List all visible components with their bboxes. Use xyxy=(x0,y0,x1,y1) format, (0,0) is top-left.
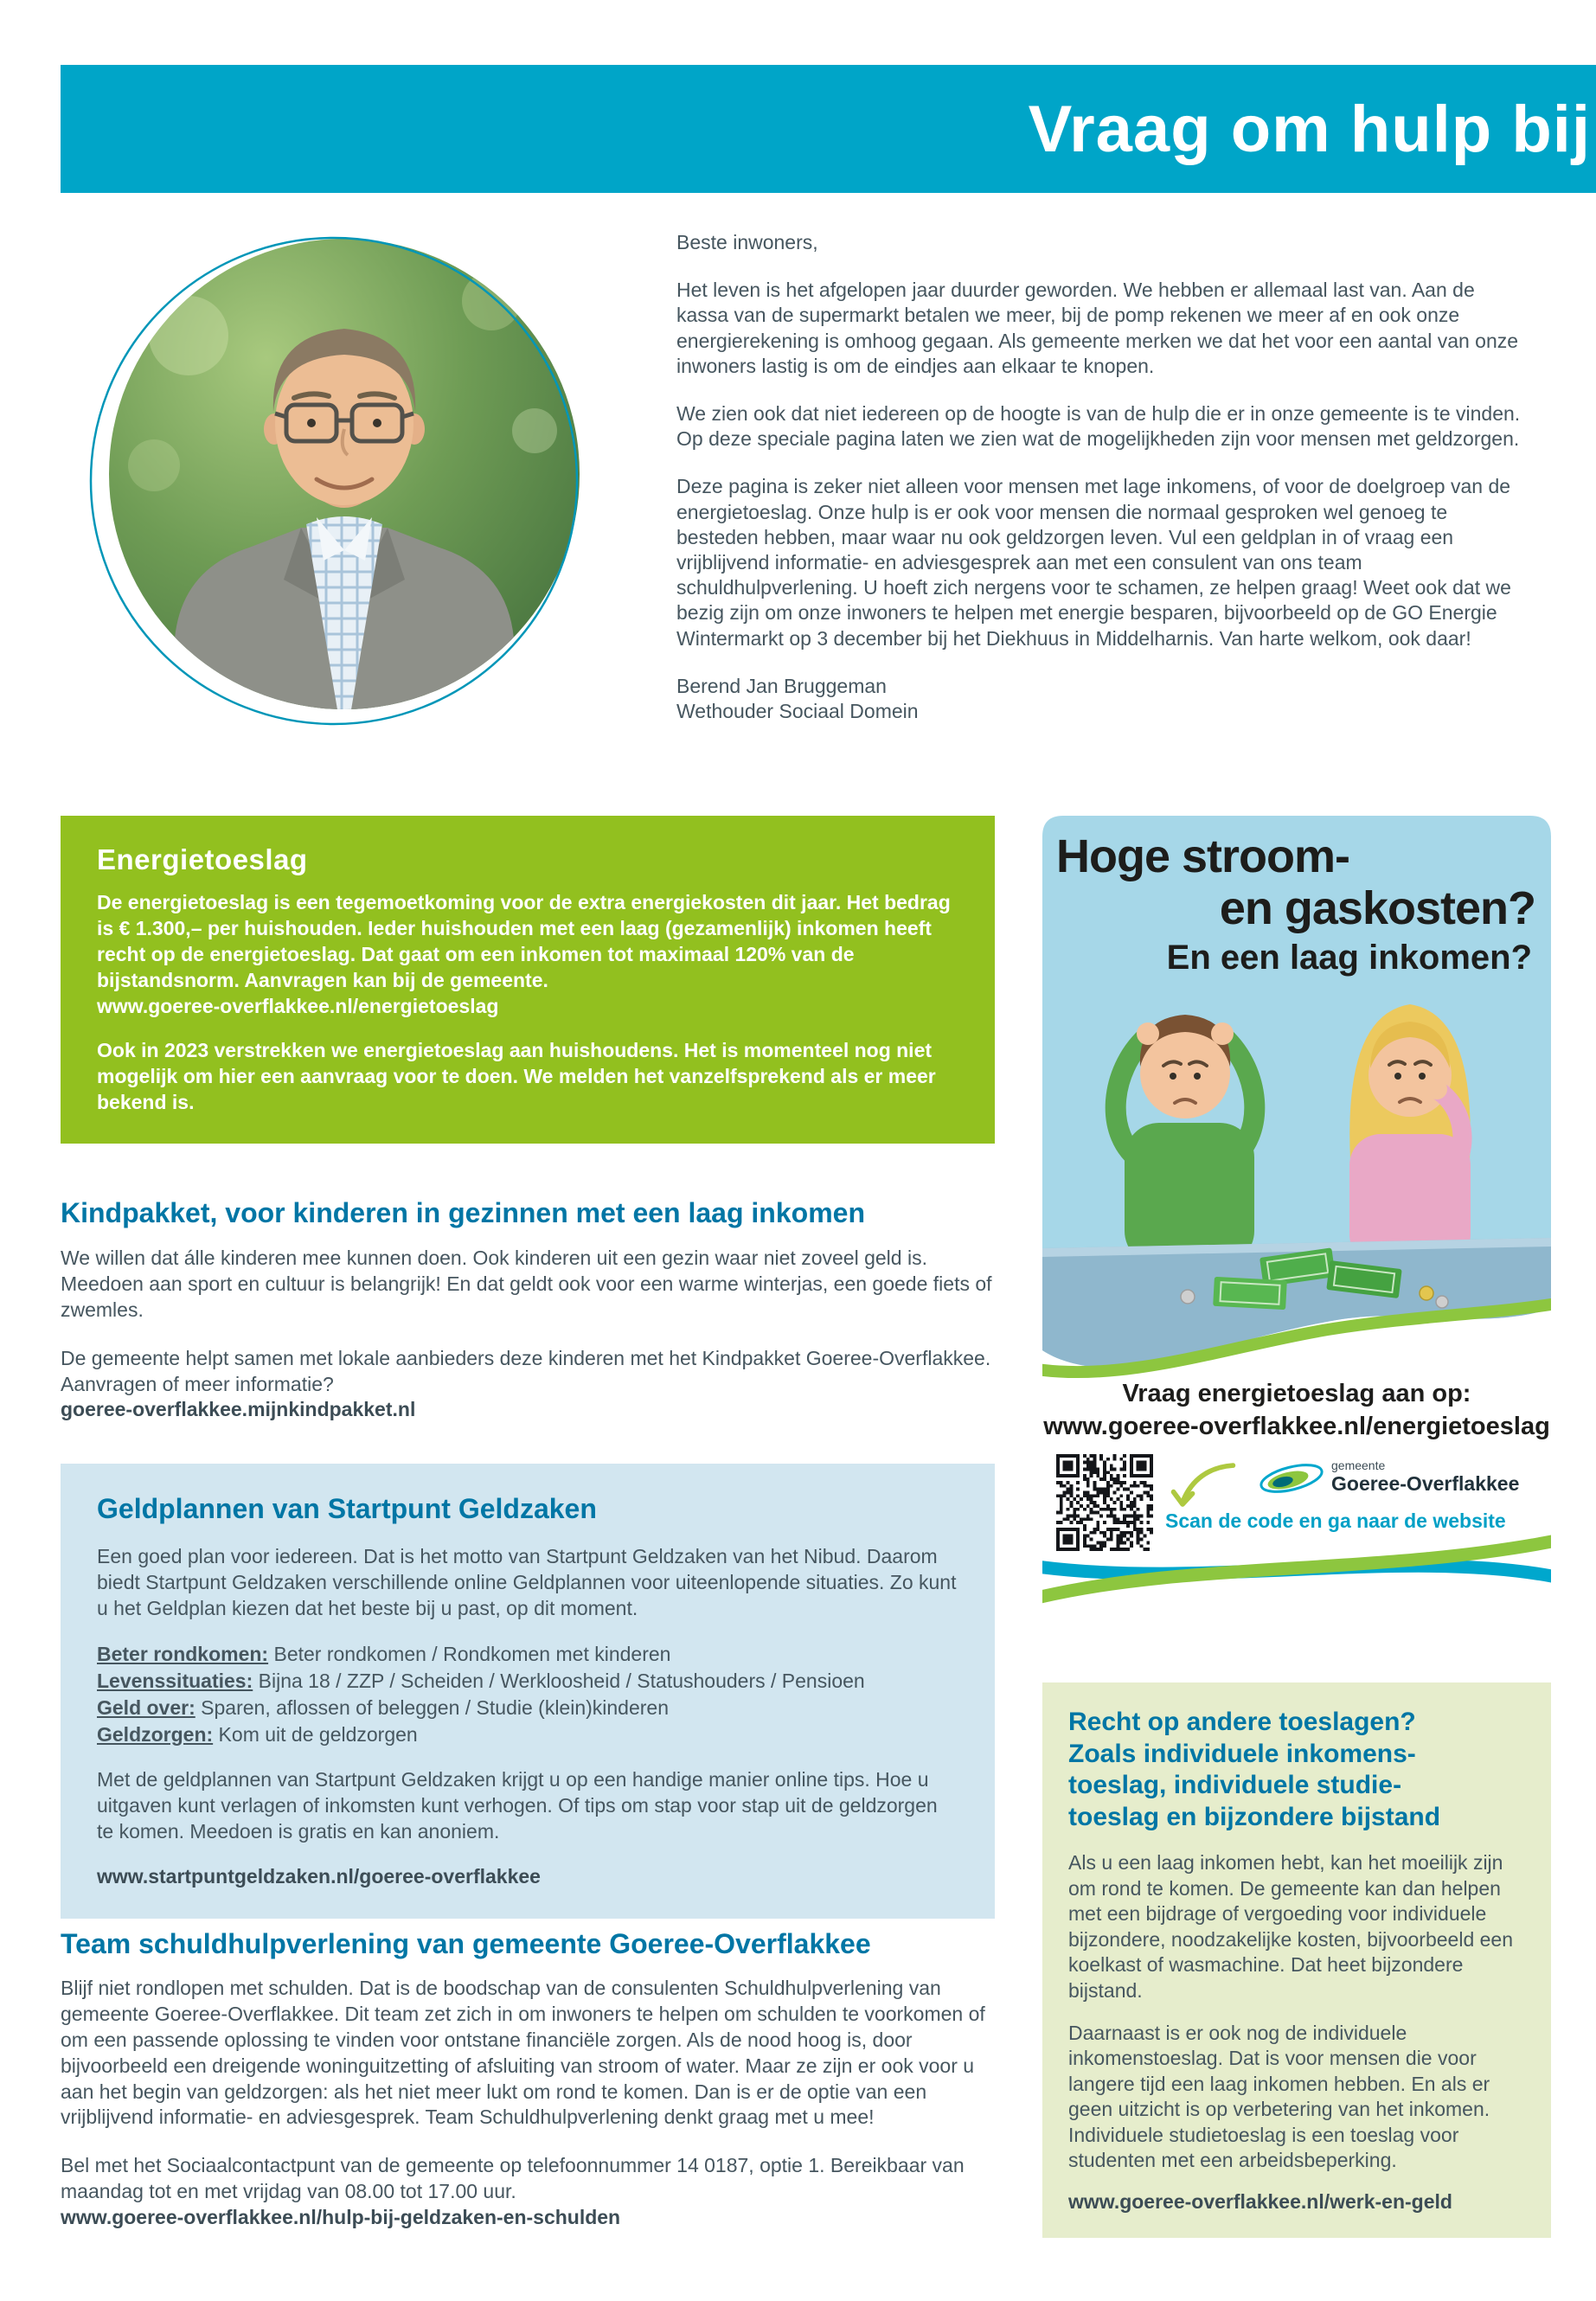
intro-paragraph-2: We zien ook dat niet iedereen op de hoogte is van de hulp die er in onze gemeente is te vinden. Op deze speciale pagina laten we zien wat de mogelijkheden zijn voor mensen met geldzorgen. xyxy=(676,402,1521,451)
toeslagen-title-line: toeslag, individuele studie- xyxy=(1068,1771,1402,1800)
geldplan-item-label: Geld over: xyxy=(97,1695,195,1719)
toeslagen-title-line: Zoals individuele inkomens- xyxy=(1068,1739,1416,1768)
intro-paragraph-1: Het leven is het afgelopen jaar duurder geworden. We hebben er allemaal last van. Aan de kassa van de supermarkt betalen we meer, bij de pomp rekenen we meer af en ook onze energierekening is omhoog gegaan. Als gemeente merken we dat het voor een aantal van onze inwoners lastig is om de eindjes aan elkaar te knopen. xyxy=(676,279,1519,377)
geldplan-item-text: Bijna 18 / ZZP / Scheiden / Werkloosheid / Statushouders / Pensioen xyxy=(253,1669,865,1692)
header-bar xyxy=(61,65,1596,193)
poster-title-line1: Hoge stroom- xyxy=(1056,830,1349,882)
geldplan-item-label: Geldzorgen: xyxy=(97,1722,214,1746)
intro-letter xyxy=(676,230,1531,724)
startpuntgeldzaken-link[interactable]: www.startpuntgeldzaken.nl/goeree-overflakkee xyxy=(97,1864,541,1888)
energy-allowance-box xyxy=(61,816,995,1144)
geldplan-item xyxy=(97,1721,958,1748)
werk-en-geld-link[interactable]: www.goeree-overflakkee.nl/werk-en-geld xyxy=(1068,2189,1452,2213)
municipality-logo xyxy=(1259,1452,1544,1503)
kindpakket-title: Kindpakket, voor kinderen in gezinnen met een laag inkomen xyxy=(61,1197,865,1228)
poster-cta-label: Vraag energietoeslag aan op: xyxy=(1122,1380,1471,1407)
portrait-photo xyxy=(85,206,604,751)
geldplannen-paragraph-2: Met de geldplannen van Startpunt Geldzaken krijgt u op een handige manier online tips. Hoe u uitgaven kunt verlagen of inkomsten kunt verhogen. Of tips om stap voor stap uit de geldzorgen te komen. Meedoen is gratis en kan anoniem. xyxy=(97,1767,938,1843)
geldplannen-box xyxy=(61,1464,995,1919)
toeslagen-paragraph-1: Als u een laag inkomen hebt, kan het moeilijk zijn om rond te komen. De gemeente kan dan helpen met een bijdrage of vergoeding voor individuele bijzondere, noodzakelijke kosten, bijvoorbeeld een koelkast of wasmachine. Dat heet bijzondere bijstand. xyxy=(1068,1851,1514,2002)
geldplannen-paragraph-1: Een goed plan voor iedereen. Dat is het motto van Startpunt Geldzaken van het Nibud. Daarom biedt Startpunt Geldzaken verschillende online Geldplannen voor uiteenlopende situaties. Zo kunt u het Geldplan kiezen dat het beste bij u past, op dit moment. xyxy=(97,1545,957,1619)
poster-cta-link[interactable]: www.goeree-overflakkee.nl/energietoeslag xyxy=(1043,1413,1550,1440)
signature-name: Berend Jan Bruggeman xyxy=(676,674,887,697)
geldplan-item-label: Levenssituaties: xyxy=(97,1669,253,1692)
toeslagen-title xyxy=(1068,1707,1525,1833)
scan-instruction: Scan de code en ga naar de website xyxy=(1165,1509,1506,1532)
toeslagen-paragraph-2: Daarnaast is er ook nog de individuele inkomenstoeslag. Dat is voor mensen die voor langere tijd een laag inkomen hebben. En als er geen uitzicht is op verbetering van het inkomen. Individuele studietoeslag is een toeslag voor studenten met een arbeidsbeperking. xyxy=(1068,2022,1490,2172)
geldplannen-list xyxy=(97,1641,958,1748)
toeslagen-title-line: Recht op andere toeslagen? xyxy=(1068,1708,1416,1736)
logo-gemeente-text: gemeente xyxy=(1331,1458,1386,1472)
geldplan-item-text: Kom uit de geldzorgen xyxy=(213,1722,418,1746)
schuldhulp-section xyxy=(61,1976,995,2231)
geldplan-item-label: Beter rondkomen: xyxy=(97,1642,269,1665)
geldplan-item xyxy=(97,1668,958,1695)
kindpakket-link[interactable]: goeree-overflakkee.mijnkindpakket.nl xyxy=(61,1398,416,1421)
energy-box-title: Energietoeslag xyxy=(97,843,308,875)
logo-name-text: Goeree-Overflakkee xyxy=(1331,1472,1520,1495)
schuldhulp-paragraph-1: Blijf niet rondlopen met schulden. Dat is de boodschap van de consulenten Schuldhulpverlening van gemeente Goeree-Overflakkee. Dit team zet zich in om inwoners te helpen om schulden te voorkomen of om een passende oplossing te vinden voor ontstane financiële zorgen. Als de nood hoog is, door bijvoorbeeld een dreigende woninguitzetting of afsluiting van stroom of water. Maar ze zijn er ook voor u aan het begin van geldzorgen: als het niet meer lukt om rond te komen. Dan is er de optie van een vrijblijvend informatie- en adviesgesprek. Team Schuldhulpverlening denkt graag met u mee! xyxy=(61,1977,985,2129)
kindpakket-section xyxy=(61,1246,995,1423)
toeslagen-title-line: toeslag en bijzondere bijstand xyxy=(1068,1802,1441,1831)
toeslagen-box xyxy=(1042,1682,1551,2238)
poster-subtitle: En een laag inkomen? xyxy=(1166,939,1532,977)
signature-role: Wethouder Sociaal Domein xyxy=(676,700,919,723)
intro-paragraph-3: Deze pagina is zeker niet alleen voor mensen met lage inkomens, of voor de doelgroep van de energietoeslag. Onze hulp is er ook voor mensen die normaal gesproken wel genoeg te besteden hebben, maar waar nu ook geldzorgen leven. Vul een geldplan in of vraag een vrijblijvend informatie- en adviesgesprek aan met een consulent van ons team schuldhulpverlening. U hoeft zich nergens voor te schamen, ze helpen graag! Weet ook dat we bezig zijn om onze inwoners te helpen met energie besparen, bijvoorbeeld op de GO Energie Wintermarkt op 3 december bij het Diekhuus in Middelharnis. Van harte welkom, ook daar! xyxy=(676,475,1511,650)
signature-block xyxy=(676,674,1531,724)
energy-poster-card xyxy=(1042,816,1551,1607)
schuldhulp-link[interactable]: www.goeree-overflakkee.nl/hulp-bij-geldzaken-en-schulden xyxy=(61,2206,621,2229)
intro-greeting: Beste inwoners, xyxy=(676,231,818,253)
kindpakket-paragraph-2: De gemeente helpt samen met lokale aanbieders deze kinderen met het Kindpakket Goeree-Overflakkee. Aanvragen of meer informatie? xyxy=(61,1346,991,1395)
schuldhulp-title: Team schuldhulpverlening van gemeente Goeree-Overflakkee xyxy=(61,1928,871,1959)
geldplan-item xyxy=(97,1641,958,1668)
qr-code xyxy=(1056,1454,1153,1551)
energy-box-paragraph-2: Ook in 2023 verstrekken we energietoeslag aan huishoudens. Het is momenteel nog niet mogelijk om hier een aanvraag voor te doen. We melden het vanzelfsprekend als er meer bekend is. xyxy=(97,1039,936,1114)
geldplan-item-text: Sparen, aflossen of beleggen / Studie (klein)kinderen xyxy=(195,1695,670,1719)
portrait-illustration xyxy=(85,206,604,751)
kindpakket-paragraph-1: We willen dat álle kinderen mee kunnen doen. Ook kinderen uit een gezin waar niet zoveel geld is. Meedoen aan sport en cultuur is belangrijk! En dat geldt ook voor een warme winterjas, een goede fiets of zwemles. xyxy=(61,1247,992,1321)
page-title: Vraag om hulp bij xyxy=(1028,92,1591,166)
schuldhulp-paragraph-2: Bel met het Sociaalcontactpunt van de gemeente op telefoonnummer 14 0187, optie 1. Bereikbaar van maandag tot en met vrijdag van 08.00 tot 17.00 uur. xyxy=(61,2154,965,2203)
poster-title-line2: en gaskosten? xyxy=(1219,882,1535,934)
energietoeslag-link[interactable]: www.goeree-overflakkee.nl/energietoeslag xyxy=(97,994,499,1017)
geldplan-item-text: Beter rondkomen / Rondkomen met kinderen xyxy=(268,1642,671,1665)
arrow-doodle-icon xyxy=(1165,1458,1240,1513)
geldplannen-title: Geldplannen van Startpunt Geldzaken xyxy=(97,1493,597,1524)
energy-box-paragraph-1: De energietoeslag is een tegemoetkoming voor de extra energiekosten dit jaar. Het bedrag is € 1.300,– per huishouden. Ieder huishouden met een laag (gezamenlijk) inkomen heeft recht op de energietoeslag. Dat gaat om een inkomen tot maximaal 120% van de bijstandsnorm. Aanvragen kan bij de gemeente. xyxy=(97,891,951,991)
geldplan-item xyxy=(97,1695,958,1721)
